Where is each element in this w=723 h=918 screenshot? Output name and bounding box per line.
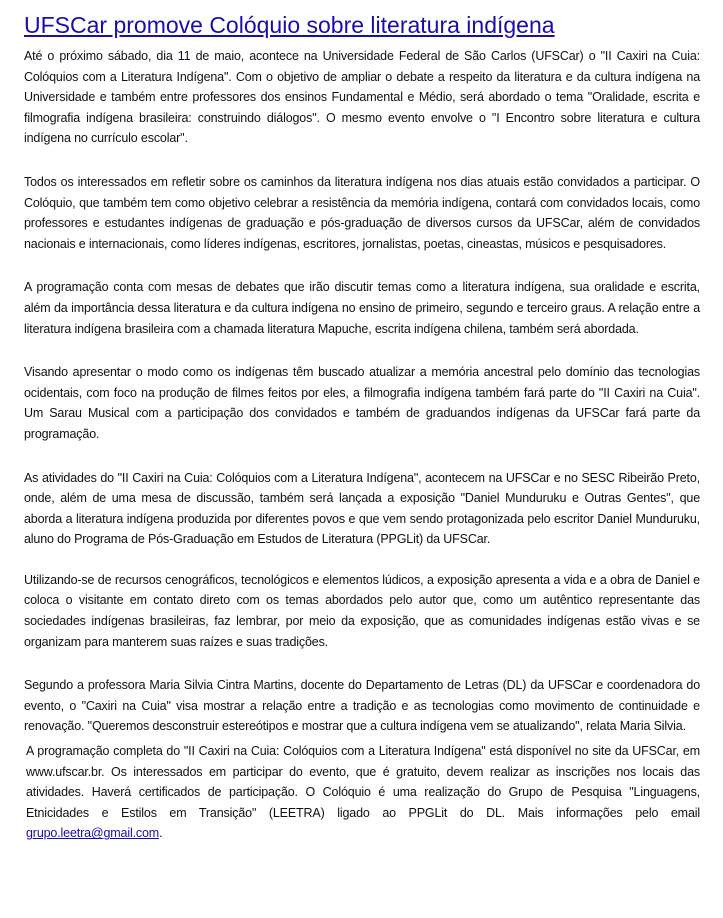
paragraph-spacer: [24, 149, 700, 172]
paragraph-spacer: [24, 339, 700, 362]
paragraph-spacer: [24, 445, 700, 468]
article-title[interactable]: UFSCar promove Colóquio sobre literatura indígena: [24, 12, 555, 38]
paragraph-coordinator: Segundo a professora Maria Silvia Cintra Martins, docente do Departamento de Letras (DL) da UFSCar e coordenadora do evento, o "Caxiri na Cuia" visa mostrar a relação entre a tradição e as tecnologias como movimento de continuidade e renovação. "Queremos desconstruir estereótipos e mostrar que a cultura indígena vem se atualizando", relata Maria Silvia.: [24, 678, 700, 734]
paragraph-spacer: [24, 550, 700, 570]
paragraph-spacer: [24, 652, 700, 675]
article: [24, 8, 700, 844]
paragraph-contact-text: A programação completa do "II Caxiri na Cuia: Colóquios com a Literatura Indígena" está disponível no site da UFSCar, em www.ufscar.br. Os interessados em participar do evento, que é gratuito, devem realizar as inscrições nos locais das atividades. Haverá certificados de participação. O Colóquio é uma realização do Grupo de Pesquisa "Linguagens, Etnicidades e Estilos em Transição" (LEETRA) ligado ao PPGLit do DL. Mais informações pelo email: [26, 744, 700, 820]
paragraph-exhibition: Utilizando-se de recursos cenográficos, tecnológicos e elementos lúdicos, a exposição apresenta a vida e a obra de Daniel e coloca o visitante em contato direto com os temas abordados pelo autor que, como um autêntico representante das sociedades indígenas brasileiras, faz lembrar, por meio da exposição, que as comunidades indígenas estão vivas e se organizam para manterem suas raízes e suas tradições.: [24, 572, 700, 649]
paragraph-filmography: Visando apresentar o modo como os indígenas têm buscado atualizar a memória ancestral pelo domínio das tecnologias ocidentais, com foco na produção de filmes feitos por eles, a filmografia indígena também fará parte do "II Caxiri na Cuia". Um Sarau Musical com a participação dos convidados e também de graduandos indígenas da UFSCar fará parte da programação.: [24, 365, 700, 441]
email-link[interactable]: grupo.leetra@gmail.com: [26, 826, 160, 841]
paragraph-contact: [26, 741, 700, 844]
paragraph-activities: As atividades do "II Caxiri na Cuia: Colóquios com a Literatura Indígena", acontecem na UFSCar e no SESC Ribeirão Preto, onde, além de uma mesa de discussão, também será lançada a exposição "Daniel Munduruku e Outras Gentes", que aborda a literatura indígena produzida por diferentes povos e que vem sendo protagonizada pelo escritor Daniel Munduruku, aluno do Programa de Pós-Graduação em Estudos de Literatura (PPGLit) da UFSCar.: [24, 470, 700, 547]
paragraph-participants: Todos os interessados em refletir sobre os caminhos da literatura indígena nos dias atuais estão convidados a participar. O Colóquio, que também tem como objetivo celebrar a resistência da memória indígena, contará com convidados locais, como professores e estudantes indígenas de graduação e pós-graduação de diversos cursos da UFSCar, além de convidados nacionais e internacionais, como líderes indígenas, escritores, jornalistas, poetas, cineastas, músicos e pesquisadores.: [24, 174, 700, 251]
paragraph-spacer: [24, 254, 700, 277]
paragraph-intro: Até o próximo sábado, dia 11 de maio, acontece na Universidade Federal de São Carlos (UFSCar) o "II Caxiri na Cuia: Colóquios com a Literatura Indígena". Com o objetivo de ampliar o debate a respeito da literatura e da cultura indígena na Universidade e também entre professores dos ensinos Fundamental e Médio, será abordado o tema "Oralidade, escrita e filmografia indígena brasileira: construindo diálogos". O mesmo evento envolve o "I Encontro sobre literatura e cultura indígena no currículo escolar".: [24, 49, 700, 146]
paragraph-program: A programação conta com mesas de debates que irão discutir temas como a literatura indígena, sua oralidade e escrita, além da importância dessa literatura e da cultura indígena no ensino de primeiro, segundo e terceiro graus. A relação entre a literatura indígena brasileira com a chamada literatura Mapuche, escrita indígena chilena, também será abordada.: [24, 280, 700, 336]
final-period: .: [159, 826, 163, 841]
